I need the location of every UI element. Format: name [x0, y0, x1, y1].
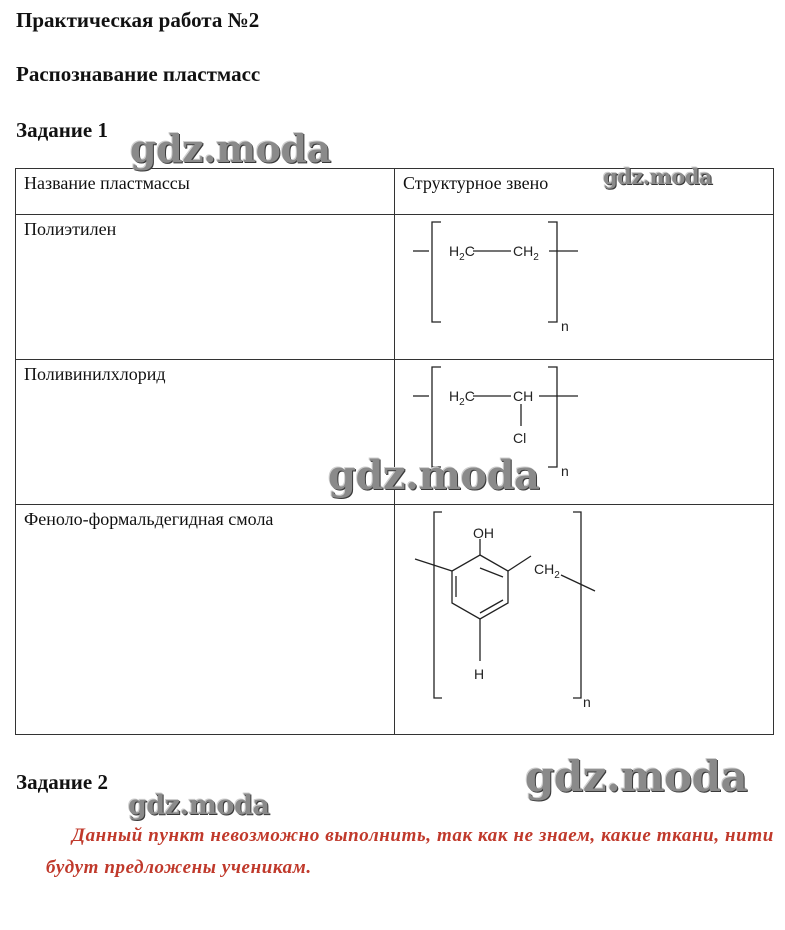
plastic-name: Поливинилхлорид [16, 360, 395, 505]
page-title: Практическая работа №2 [16, 8, 260, 32]
watermark: gdz.moda [525, 752, 748, 801]
task1-heading: Задание 1 [16, 118, 108, 142]
ch2-left-label: $H_2C$ [449, 243, 475, 263]
hydrogen-label: H [474, 666, 485, 682]
table-row [16, 505, 774, 735]
ch2-right-label: $CH_2$ [513, 243, 539, 263]
ch2-label: $H_2C$ [449, 388, 475, 408]
ch2-bridge-label: $CH_2$ [534, 561, 560, 581]
repeat-count-label: n [561, 318, 569, 334]
hydroxyl-label: OH [473, 525, 494, 541]
pvc-structure-diagram [403, 364, 781, 500]
watermark: gdz.moda [130, 126, 331, 171]
repeat-count-label: n [561, 463, 569, 479]
structure-cell [395, 215, 774, 360]
watermark: gdz.moda [128, 790, 270, 821]
table-row [16, 215, 774, 360]
chlorine-label: Cl [513, 430, 527, 446]
plastic-name: Полиэтилен [16, 215, 395, 360]
table-row [16, 360, 774, 505]
table-header-row [16, 169, 774, 215]
task2-heading: Задание 2 [16, 770, 108, 794]
plastic-name: Феноло-формальдегидная смола [16, 505, 395, 735]
plastics-table [15, 168, 774, 735]
page-subtitle: Распознавание пластмасс [16, 62, 261, 86]
structure-cell [395, 360, 774, 505]
watermark: gdz.moda [328, 452, 540, 499]
ch-label: CH [513, 388, 534, 404]
repeat-count-label: n [583, 694, 591, 710]
task2-note: Данный пункт невозможно выполнить, так как не знаем, какие ткани, нити будут предложены ученикам. [46, 825, 774, 878]
watermark: gdz.moda [603, 164, 713, 189]
structure-cell [395, 505, 774, 735]
polyethylene-structure-diagram [403, 219, 781, 355]
column-header-structure: Структурное звено [395, 169, 774, 215]
column-header-name: Название пластмассы [16, 169, 395, 215]
phenol-formaldehyde-structure-diagram [403, 509, 781, 730]
